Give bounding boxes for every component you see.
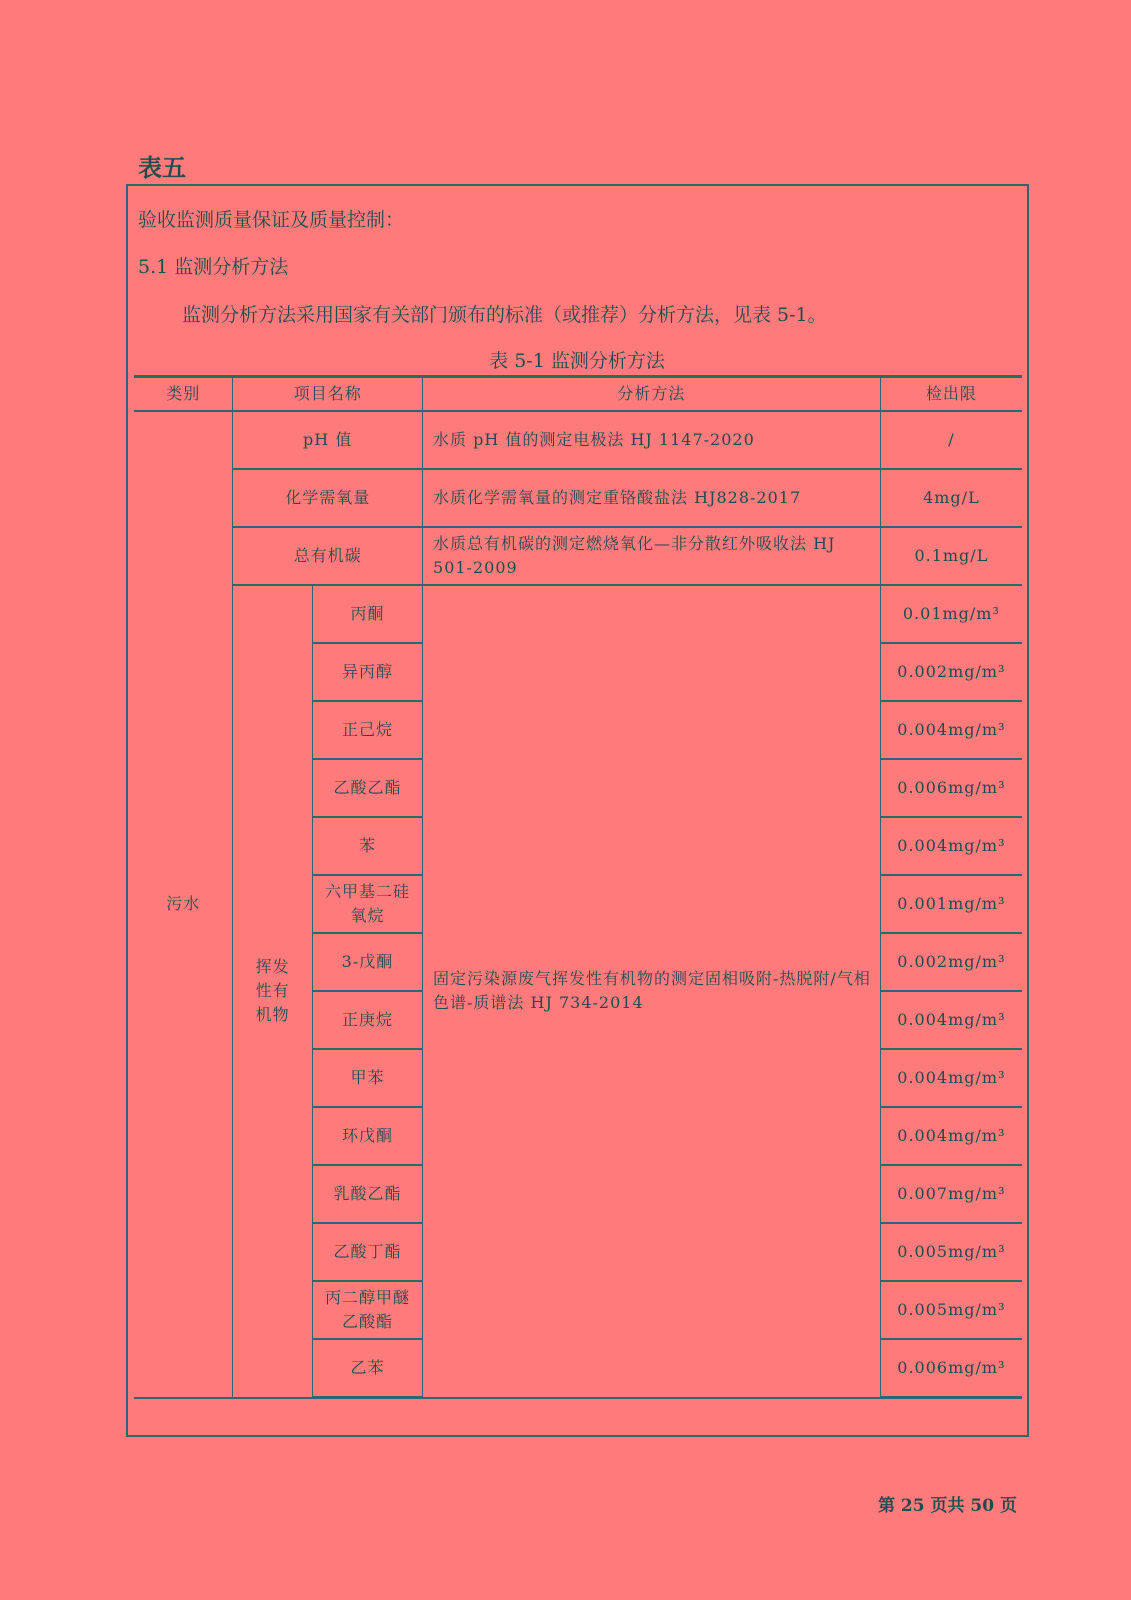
- limit-cell: 0.1mg/L: [880, 527, 1022, 585]
- methods-table: [134, 375, 1022, 1399]
- limit-cell: 0.007mg/m³: [880, 1165, 1022, 1223]
- item-cell: 丙二醇甲醚乙酸酯: [312, 1281, 422, 1339]
- intro-text: 验收监测质量保证及质量控制：: [138, 209, 405, 231]
- subsection-title: 5.1 监测分析方法: [138, 256, 289, 278]
- page-number: 第 25 页共 50 页: [878, 1496, 1017, 1516]
- limit-cell: 0.006mg/m³: [880, 1339, 1022, 1398]
- item-cell: 环戊酮: [312, 1107, 422, 1165]
- header-category: 类别: [134, 377, 233, 412]
- item-cell: 化学需氧量: [233, 469, 423, 527]
- item-cell: 乙苯: [312, 1339, 422, 1398]
- item-cell: 丙酮: [312, 585, 422, 643]
- limit-cell: 0.005mg/m³: [880, 1223, 1022, 1281]
- table-row: [134, 585, 1022, 643]
- section-heading: 表五: [138, 154, 186, 182]
- table-row: [134, 469, 1022, 527]
- limit-cell: /: [880, 411, 1022, 469]
- limit-cell: 0.004mg/m³: [880, 1107, 1022, 1165]
- item-cell: 总有机碳: [233, 527, 423, 585]
- item-cell: 乙酸乙酯: [312, 759, 422, 817]
- table-header-row: [134, 377, 1022, 412]
- body-paragraph: 监测分析方法采用国家有关部门颁布的标准（或推荐）分析方法，见表 5-1。: [182, 304, 827, 326]
- item-cell: 苯: [312, 817, 422, 875]
- item-cell: 3-戊酮: [312, 933, 422, 991]
- limit-cell: 0.006mg/m³: [880, 759, 1022, 817]
- method-cell: 水质 pH 值的测定电极法 HJ 1147-2020: [423, 411, 881, 469]
- limit-cell: 0.004mg/m³: [880, 1049, 1022, 1107]
- limit-cell: 0.004mg/m³: [880, 991, 1022, 1049]
- category-cell: 污水: [134, 411, 233, 1398]
- item-cell: pH 值: [233, 411, 423, 469]
- table-row: [134, 527, 1022, 585]
- limit-cell: 4mg/L: [880, 469, 1022, 527]
- item-cell: 正己烷: [312, 701, 422, 759]
- header-limit: 检出限: [880, 377, 1022, 412]
- limit-cell: 0.005mg/m³: [880, 1281, 1022, 1339]
- table-row: [134, 411, 1022, 469]
- method-cell: 水质总有机碳的测定燃烧氧化—非分散红外吸收法 HJ 501-2009: [423, 527, 881, 585]
- item-cell: 甲苯: [312, 1049, 422, 1107]
- voc-group-cell: 挥发性有机物: [233, 585, 313, 1398]
- limit-cell: 0.002mg/m³: [880, 643, 1022, 701]
- item-cell: 正庚烷: [312, 991, 422, 1049]
- limit-cell: 0.001mg/m³: [880, 875, 1022, 933]
- header-method: 分析方法: [423, 377, 881, 412]
- table-caption: 表 5-1 监测分析方法: [489, 350, 665, 372]
- item-cell: 乙酸丁酯: [312, 1223, 422, 1281]
- item-cell: 六甲基二硅氧烷: [312, 875, 422, 933]
- limit-cell: 0.01mg/m³: [880, 585, 1022, 643]
- method-cell: 水质化学需氧量的测定重铬酸盐法 HJ828-2017: [423, 469, 881, 527]
- header-item: 项目名称: [233, 377, 423, 412]
- limit-cell: 0.004mg/m³: [880, 817, 1022, 875]
- item-cell: 异丙醇: [312, 643, 422, 701]
- item-cell: 乳酸乙酯: [312, 1165, 422, 1223]
- voc-method-cell: 固定污染源废气挥发性有机物的测定固相吸附-热脱附/气相色谱-质谱法 HJ 734-2014: [423, 585, 881, 1398]
- limit-cell: 0.002mg/m³: [880, 933, 1022, 991]
- limit-cell: 0.004mg/m³: [880, 701, 1022, 759]
